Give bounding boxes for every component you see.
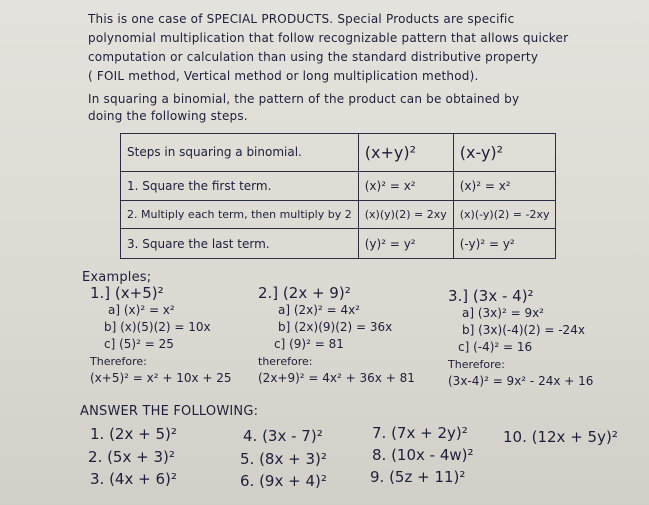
table-cell: (x)² = x² <box>453 171 556 201</box>
example-therefore: Therefore: <box>90 355 147 368</box>
example-title: 3.] (3x - 4)² <box>448 287 534 305</box>
question-item: 7. (7x + 2y)² <box>372 424 468 442</box>
table-cell: (x)(-y)(2) = -2xy <box>453 201 556 229</box>
table-cell: 1. Square the first term. <box>121 171 359 201</box>
example-title: 1.] (x+5)² <box>90 284 164 302</box>
example-1 <box>90 285 232 387</box>
example-2 <box>258 285 415 387</box>
table-cell: 2. Multiply each term, then multiply by 2 <box>121 201 359 229</box>
question-item: 9. (5z + 11)² <box>370 468 466 486</box>
table-header-row <box>121 134 556 172</box>
question-item: 3. (4x + 6)² <box>90 470 177 488</box>
intro-line-2: polynomial multiplication that follow recognizable pattern that allows quicker <box>88 31 569 45</box>
example-step: a] (x)² = x² <box>108 303 175 317</box>
question-item: 6. (9x + 4)² <box>240 472 327 490</box>
example-step: c] (5)² = 25 <box>104 337 174 351</box>
example-step: b] (x)(5)(2) = 10x <box>104 320 211 334</box>
example-step: c] (-4)² = 16 <box>458 340 533 354</box>
question-item: 10. (12x + 5y)² <box>503 428 618 446</box>
table-row <box>121 171 556 201</box>
question-item: 4. (3x - 7)² <box>243 427 323 445</box>
table-row <box>121 229 556 259</box>
example-step: a] (3x)² = 9x² <box>462 306 544 320</box>
example-result: (x+5)² = x² + 10x + 25 <box>90 371 232 385</box>
table-header-sum: (x+y)² <box>358 134 453 172</box>
table-cell: (-y)² = y² <box>453 229 556 259</box>
question-item: 1. (2x + 5)² <box>90 425 177 443</box>
example-therefore: Therefore: <box>448 358 505 371</box>
intro-line-4: ( FOIL method, Vertical method or long multiplication method). <box>88 69 479 83</box>
steps-table <box>120 133 556 259</box>
example-step: a] (2x)² = 4x² <box>278 303 360 317</box>
table-header-difference: (x-y)² <box>453 134 556 172</box>
example-3 <box>448 288 593 390</box>
table-cell: (y)² = y² <box>358 229 453 259</box>
example-step: c] (9)² = 81 <box>274 337 344 351</box>
answer-label: ANSWER THE FOLLOWING: <box>80 404 259 419</box>
intro-line-6: doing the following steps. <box>88 109 248 123</box>
example-title: 2.] (2x + 9)² <box>258 284 351 302</box>
table-row <box>121 201 556 229</box>
table-cell: (x)(y)(2) = 2xy <box>358 201 453 229</box>
table-cell: 3. Square the last term. <box>121 229 359 259</box>
example-result: (2x+9)² = 4x² + 36x + 81 <box>258 371 415 385</box>
example-result: (3x-4)² = 9x² - 24x + 16 <box>448 374 594 388</box>
question-item: 8. (10x - 4w)² <box>372 446 474 464</box>
question-item: 2. (5x + 3)² <box>88 448 175 466</box>
example-step: b] (2x)(9)(2) = 36x <box>278 320 393 334</box>
intro-line-1: This is one case of SPECIAL PRODUCTS. Special Products are specific <box>88 12 515 26</box>
table-header-steps: Steps in squaring a binomial. <box>121 134 359 172</box>
example-step: b] (3x)(-4)(2) = -24x <box>462 323 585 337</box>
example-therefore: therefore: <box>258 355 313 368</box>
examples-label: Examples; <box>82 270 152 285</box>
question-item: 5. (8x + 3)² <box>240 450 327 468</box>
intro-line-3: computation or calculation than using the standard distributive property <box>88 50 539 64</box>
table-cell: (x)² = x² <box>358 171 453 201</box>
intro-line-5: In squaring a binomial, the pattern of the product can be obtained by <box>88 92 520 106</box>
